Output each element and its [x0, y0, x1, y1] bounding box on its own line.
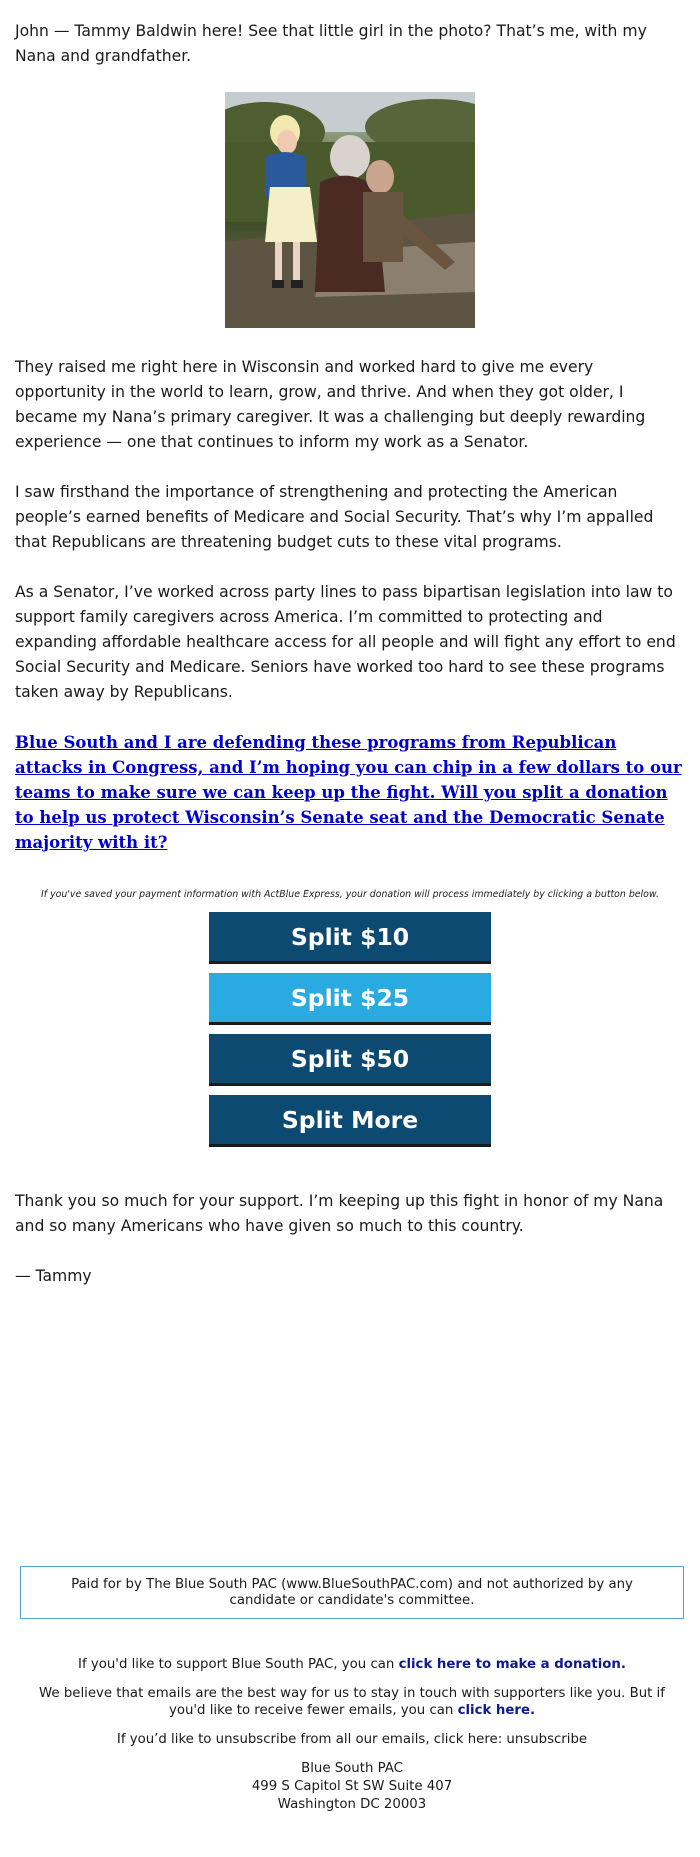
support-line [20, 1656, 684, 1673]
address-org: Blue South PAC [301, 1761, 403, 1776]
address-city: Washington DC 20003 [277, 1797, 427, 1812]
family-photo [225, 92, 475, 328]
actblue-express-note: If you've saved your payment information with ActBlue Express, your donation will process immediately by clicking a button below. [41, 889, 659, 900]
fewer-emails-text: We believe that emails are the best way for us to stay in touch with supporters like you. But if you'd like to receive fewer emails, you can [39, 1686, 665, 1718]
mailing-address [20, 1760, 684, 1814]
fewer-emails-link[interactable]: click here. [457, 1703, 536, 1718]
donation-buttons [15, 912, 685, 1156]
address-street: 499 S Capitol St SW Suite 407 [251, 1779, 453, 1794]
paid-for-disclaimer: Paid for by The Blue South PAC (www.BlueSouthPAC.com) and not authorized by any candidate or candidate's committee. [20, 1566, 684, 1619]
paragraph-upbringing: They raised me right here in Wisconsin and worked hard to give me every opportunity in the world to learn, grow, and thrive. And when they got older, I became my Nana’s primary caregiver. It was a challenging but deeply rewarding experience — one that continues to inform my work as a Senator. [15, 358, 646, 451]
intro-paragraph: John — Tammy Baldwin here! See that little girl in the photo? That’s me, with my Nana and grandfather. [15, 22, 647, 65]
split-10-button[interactable]: Split $10 [209, 912, 491, 964]
family-photo-illustration [225, 92, 475, 328]
paragraph-senator-work: As a Senator, I’ve worked across party lines to pass bipartisan legislation into law to support family caregivers across America. I’m committed to protecting and expanding affordable healthcare access for all people and will fight any effort to end Social Security and Medicare. Seniors have worked too hard to see these programs taken away by Republicans. [15, 583, 676, 701]
thanks-paragraph: Thank you so much for your support. I’m keeping up this fight in honor of my Nana and so many Americans who have given so much to this country. [15, 1192, 664, 1235]
support-text: If you'd like to support Blue South PAC, you can [78, 1657, 395, 1672]
split-more-button[interactable]: Split More [209, 1095, 491, 1147]
make-donation-link[interactable]: click here to make a donation. [398, 1657, 626, 1672]
email-body [0, 19, 700, 1289]
fewer-emails-line [20, 1685, 684, 1719]
signoff: — Tammy [15, 1267, 92, 1285]
unsubscribe-link[interactable]: unsubscribe [506, 1732, 588, 1747]
split-50-button[interactable]: Split $50 [209, 1034, 491, 1086]
split-25-button[interactable]: Split $25 [209, 973, 491, 1025]
donate-cta-link[interactable]: Blue South and I are defending these programs from Republican attacks in Congress, and I’m hoping you can chip in a few dollars to our teams to make sure we can keep up the fight. Will you split a donation to help us protect Wisconsin’s Senate seat and the Democratic Senate majority with it? [15, 733, 682, 852]
unsubscribe-text: If you’d like to unsubscribe from all our emails, click here: [116, 1732, 503, 1747]
unsubscribe-line [20, 1731, 684, 1748]
photo-container [15, 92, 685, 328]
paragraph-benefits: I saw firsthand the importance of strengthening and protecting the American people’s earned benefits of Medicare and Social Security. That’s why I’m appalled that Republicans are threatening budget cuts to these vital programs. [15, 483, 654, 551]
footer [20, 1656, 684, 1814]
